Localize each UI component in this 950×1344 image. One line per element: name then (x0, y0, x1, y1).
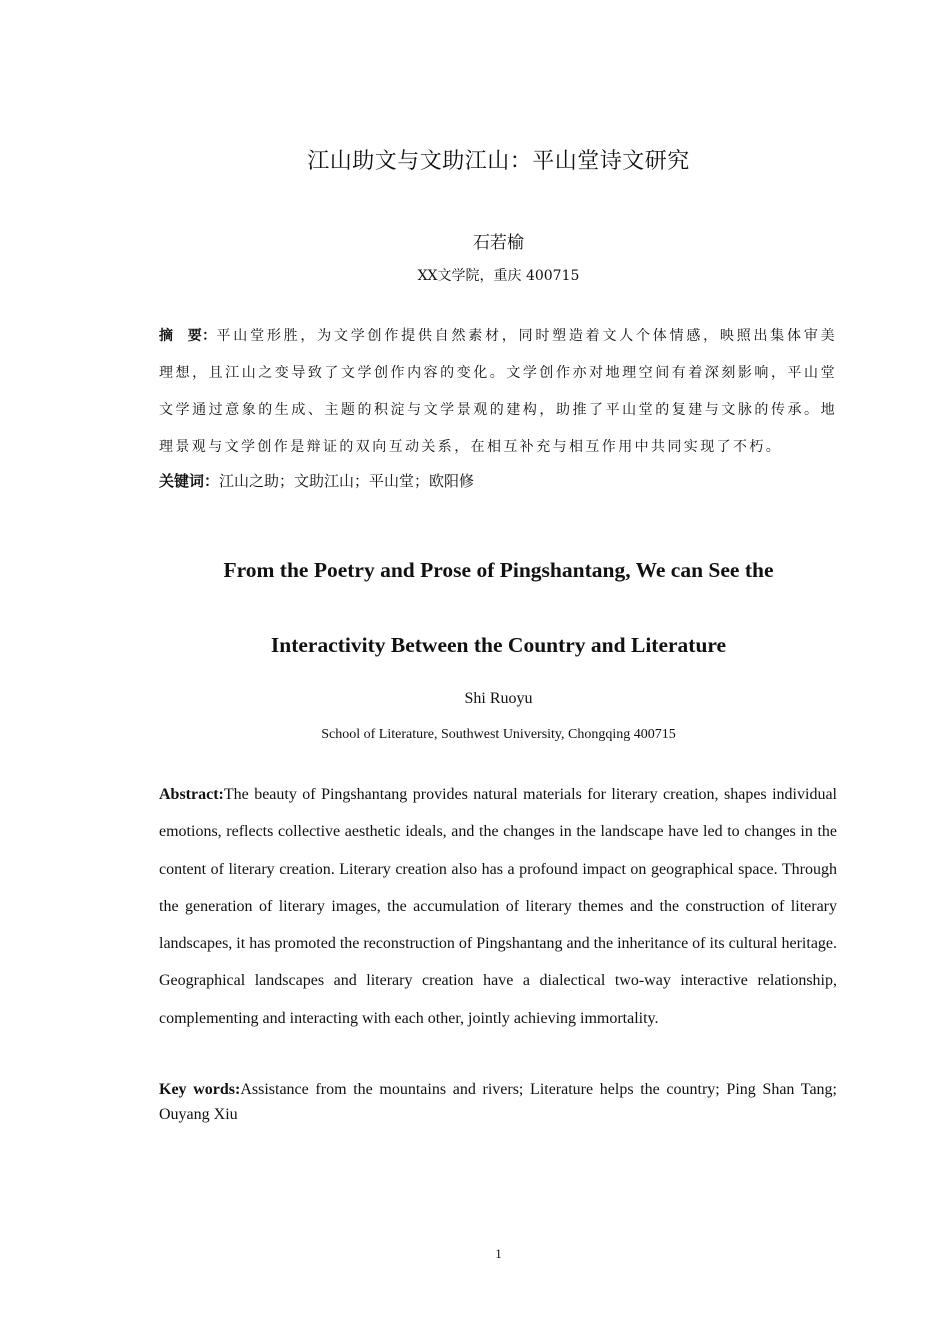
chinese-abstract (159, 318, 837, 466)
chinese-abstract-label: 摘 要： (159, 328, 217, 344)
english-title-line-2: Interactivity Between the Country and Literature (270, 633, 727, 657)
english-title (150, 533, 847, 683)
english-abstract (159, 776, 837, 1037)
english-abstract-label: Abstract: (159, 786, 224, 803)
chinese-keywords-label: 关键词： (159, 472, 220, 490)
page-number: 1 (495, 1246, 502, 1261)
chinese-author: 石若榆 (473, 233, 524, 253)
english-author: Shi Ruoyu (464, 690, 533, 707)
chinese-keywords-text: 江山之助；文助江山；平山堂；欧阳修 (219, 472, 475, 490)
english-affiliation: School of Literature, Southwest University, Chongqing 400715 (321, 727, 676, 742)
english-title-line-1: From the Poetry and Prose of Pingshantang, We can See the (223, 558, 774, 582)
english-abstract-text: The beauty of Pingshantang provides natural materials for literary creation, shapes individual emotions, reflects collective aesthetic ideals, and the changes in the landscape have led to changes in the content of literary creation. Literary creation also has a profound impact on geographical space. Through the generation of literary images, the accumulation of literary themes and the construction of literary landscapes, it has promoted the reconstruction of Pingshantang and the inheritance of its cultural heritage. Geographical landscapes and literary creation have a dialectical two-way interactive relationship, complementing and interacting with each other, jointly achieving immortality. (159, 786, 838, 1027)
english-keywords-text: Assistance from the mountains and rivers; Literature helps the country; Ping Shan Tang; Ouyang Xiu (159, 1081, 838, 1123)
chinese-keywords (159, 468, 837, 494)
english-keywords-label: Key words: (159, 1081, 241, 1098)
chinese-title: 江山助文与文助江山：平山堂诗文研究 (307, 149, 690, 174)
chinese-abstract-text: 平山堂形胜，为文学创作提供自然素材，同时塑造着文人个体情感，映照出集体审美理想，且江山之变导致了文学创作内容的变化。文学创作亦对地理空间有着深刻影响，平山堂文学通过意象的生成、主题的积淀与文学景观的建构，助推了平山堂的复建与文脉的传承。地理景观与文学创作是辩证的双向互动关系，在相互补充与相互作用中共同实现了不朽。 (159, 328, 837, 455)
chinese-affiliation: XX文学院，重庆 400715 (417, 268, 580, 284)
english-keywords (159, 1077, 837, 1127)
